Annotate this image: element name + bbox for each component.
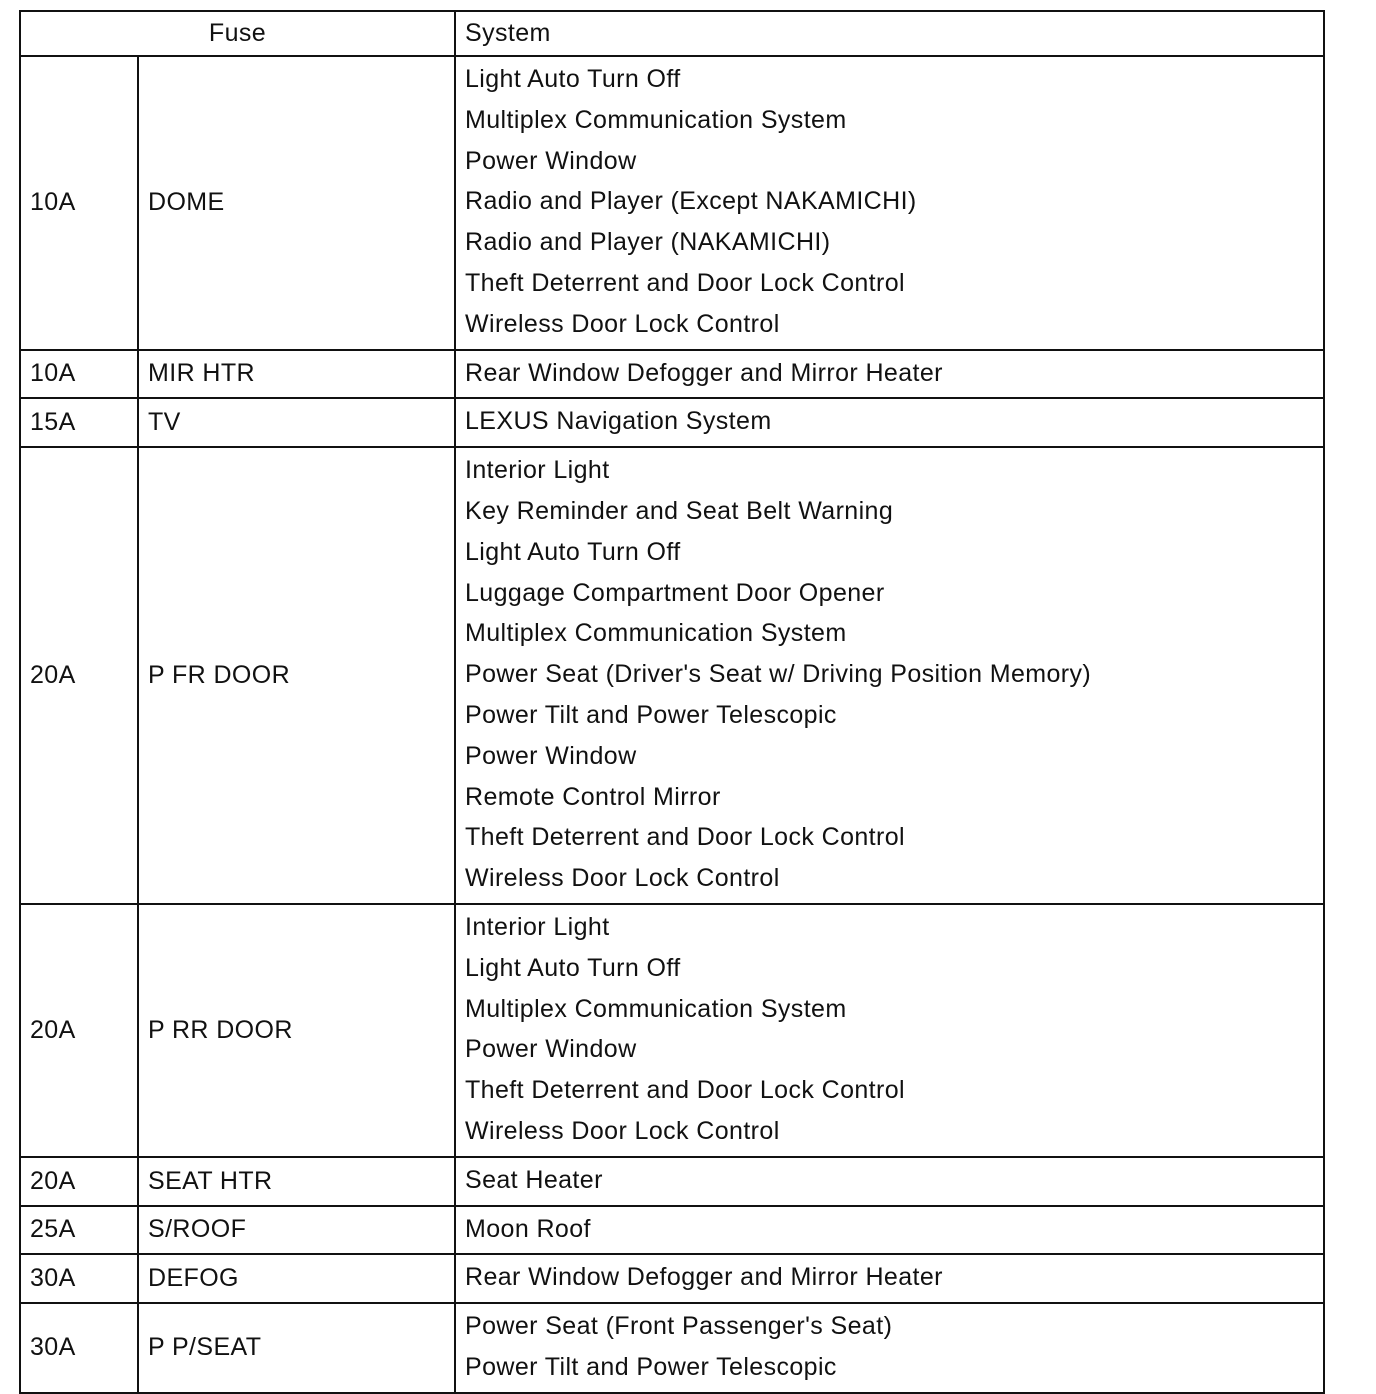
fuse-row <box>20 56 1324 350</box>
fuse-amperage: 10A <box>20 350 138 399</box>
system-item: Remote Control Mirror <box>465 782 721 811</box>
fuse-amperage: 20A <box>20 1157 138 1206</box>
fuse-row <box>20 1254 1324 1303</box>
system-item: Theft Deterrent and Door Lock Control <box>465 823 906 852</box>
system-item: Power Seat (Driver's Seat w/ Driving Position Memory) <box>465 660 1092 689</box>
system-item: Luggage Compartment Door Opener <box>465 578 885 607</box>
system-item: Interior Light <box>465 456 610 485</box>
system-list <box>455 1254 1324 1303</box>
fuse-name: SEAT HTR <box>138 1157 455 1206</box>
fuse-amperage: 30A <box>20 1303 138 1393</box>
system-item: Light Auto Turn Off <box>465 953 681 982</box>
system-item: Rear Window Defogger and Mirror Heater <box>465 1263 943 1292</box>
fuse-amperage: 30A <box>20 1254 138 1303</box>
system-item: Power Window <box>465 1035 637 1064</box>
system-item: Moon Roof <box>465 1214 591 1243</box>
system-item: Rear Window Defogger and Mirror Heater <box>465 358 943 387</box>
system-item: Multiplex Communication System <box>465 619 847 648</box>
system-item: Interior Light <box>465 912 610 941</box>
system-list <box>455 1157 1324 1206</box>
system-item: Power Seat (Front Passenger's Seat) <box>465 1312 893 1341</box>
fuse-row <box>20 398 1324 447</box>
fuse-name: DEFOG <box>138 1254 455 1303</box>
system-item: Light Auto Turn Off <box>465 537 681 566</box>
system-item: Radio and Player (NAKAMICHI) <box>465 228 831 257</box>
system-list <box>455 350 1324 399</box>
fuse-name: P P/SEAT <box>138 1303 455 1393</box>
system-list <box>455 1206 1324 1255</box>
fuse-name: DOME <box>138 56 455 350</box>
fuse-name: P FR DOOR <box>138 447 455 904</box>
fuse-table-body <box>20 56 1324 1393</box>
system-item: Seat Heater <box>465 1165 603 1194</box>
fuse-row <box>20 1157 1324 1206</box>
system-list <box>455 1303 1324 1393</box>
fuse-amperage: 15A <box>20 398 138 447</box>
fuse-amperage: 20A <box>20 904 138 1157</box>
system-item: Multiplex Communication System <box>465 994 847 1023</box>
system-item: Power Window <box>465 741 637 770</box>
fuse-column-header: Fuse <box>20 11 455 56</box>
fuse-amperage: 25A <box>20 1206 138 1255</box>
system-list <box>455 56 1324 350</box>
header-row <box>20 11 1324 56</box>
system-item: Light Auto Turn Off <box>465 65 681 93</box>
system-item: Wireless Door Lock Control <box>465 1116 780 1145</box>
system-item: Wireless Door Lock Control <box>465 309 780 338</box>
system-item: Power Tilt and Power Telescopic <box>465 700 837 729</box>
fuse-name: P RR DOOR <box>138 904 455 1157</box>
system-item: Radio and Player (Except NAKAMICHI) <box>465 187 917 216</box>
fuse-row <box>20 447 1324 904</box>
system-item: Wireless Door Lock Control <box>465 864 780 893</box>
system-item: Theft Deterrent and Door Lock Control <box>465 268 906 297</box>
fuse-row <box>20 350 1324 399</box>
system-column-header: System <box>455 11 1324 56</box>
system-item: Power Window <box>465 146 637 175</box>
fuse-amperage: 10A <box>20 56 138 350</box>
system-item: Multiplex Communication System <box>465 105 847 134</box>
system-list <box>455 904 1324 1157</box>
fuse-name: MIR HTR <box>138 350 455 399</box>
system-list <box>455 447 1324 904</box>
fuse-row <box>20 1206 1324 1255</box>
system-item: Key Reminder and Seat Belt Warning <box>465 496 894 525</box>
system-item: Theft Deterrent and Door Lock Control <box>465 1076 906 1105</box>
fuse-amperage: 20A <box>20 447 138 904</box>
system-item: Power Tilt and Power Telescopic <box>465 1352 837 1381</box>
fuse-table <box>19 10 1325 1394</box>
system-item: LEXUS Navigation System <box>465 407 772 436</box>
system-list <box>455 398 1324 447</box>
fuse-name: TV <box>138 398 455 447</box>
fuse-name: S/ROOF <box>138 1206 455 1255</box>
fuse-row <box>20 1303 1324 1393</box>
fuse-row <box>20 904 1324 1157</box>
